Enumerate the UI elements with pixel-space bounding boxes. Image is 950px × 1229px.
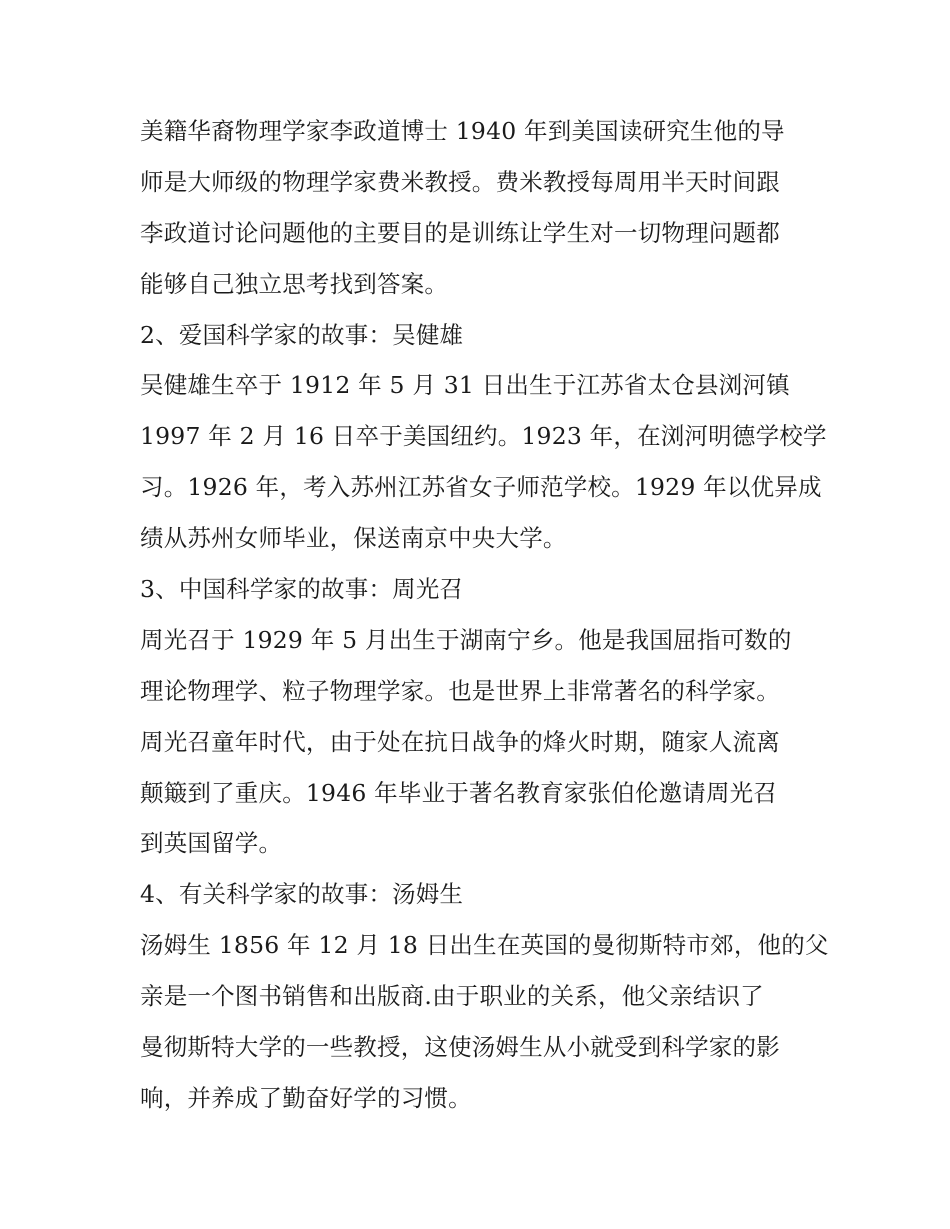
text-line: 响，并养成了勤奋好学的习惯。 xyxy=(140,1083,472,1112)
text-line: 能够自己独立思考找到答案。 xyxy=(140,269,449,298)
text-line: 师是大师级的物理学家费米教授。费米教授每周用半天时间跟 xyxy=(140,167,780,196)
text-line: 美籍华裔物理学家李政道博士 1940 年到美国读研究生他的导 xyxy=(140,117,785,145)
section-heading-wu-jianxiong: 2、爱国科学家的故事：吴健雄 xyxy=(140,320,464,349)
text-line: 周光召于 1929 年 5 月出生于湖南宁乡。他是我国屈指可数的 xyxy=(140,625,792,654)
text-line: 李政道讨论问题他的主要目的是训练让学生对一切物理问题都 xyxy=(140,218,780,247)
text-line: 亲是一个图书销售和出版商.由于职业的关系，他父亲结识了 xyxy=(140,982,764,1011)
section-heading-thomson: 4、有关科学家的故事：汤姆生 xyxy=(140,880,464,909)
text-line: 习。1926 年，考入苏州江苏省女子师范学校。1929 年以优异成 xyxy=(140,473,822,502)
document-body xyxy=(140,106,840,1124)
section-heading-zhou-guangzhao: 3、中国科学家的故事：周光召 xyxy=(140,575,464,604)
text-line: 周光召童年时代，由于处在抗日战争的烽火时期，随家人流离 xyxy=(140,727,780,756)
text-line: 1997 年 2 月 16 日卒于美国纽约。1923 年，在浏河明德学校学 xyxy=(140,422,827,451)
text-line: 到英国留学。 xyxy=(140,829,283,858)
text-line: 绩从苏州女师毕业，保送南京中央大学。 xyxy=(140,524,567,553)
text-line: 吴健雄生卒于 1912 年 5 月 31 日出生于江苏省太仓县浏河镇 xyxy=(140,371,790,400)
text-line: 曼彻斯特大学的一些教授，这使汤姆生从小就受到科学家的影 xyxy=(140,1033,780,1062)
text-line: 颠簸到了重庆。1946 年毕业于著名教育家张伯伦邀请周光召 xyxy=(140,778,778,807)
text-line: 汤姆生 1856 年 12 月 18 日出生在英国的曼彻斯特市郊，他的父 xyxy=(140,931,829,960)
text-line: 理论物理学、粒子物理学家。也是世界上非常著名的科学家。 xyxy=(140,676,780,705)
